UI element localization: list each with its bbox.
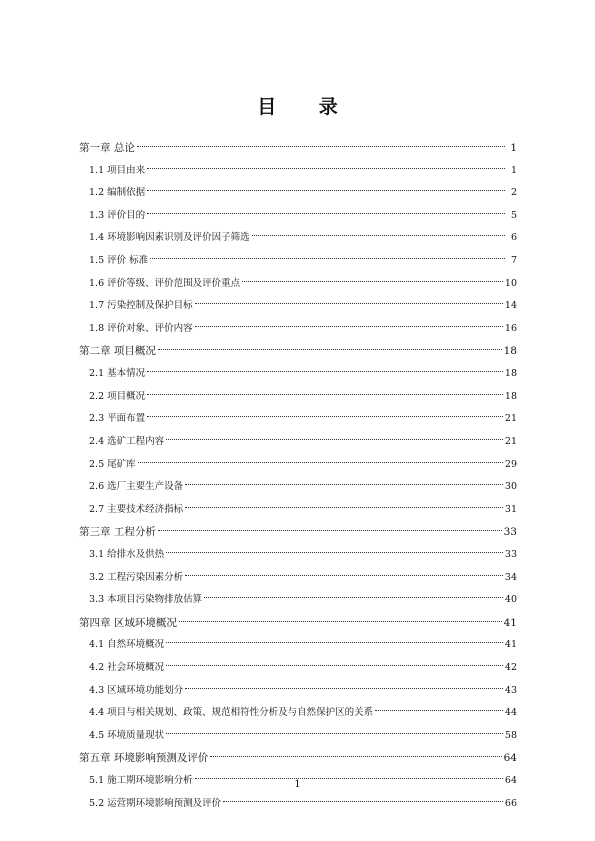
toc-entry-section[interactable] bbox=[79, 160, 517, 183]
toc-entry-section[interactable] bbox=[79, 386, 517, 409]
toc-entry-label: 4.5 环境质量现状 bbox=[89, 729, 165, 741]
dot-leader bbox=[150, 258, 505, 259]
table-of-contents bbox=[79, 137, 517, 815]
toc-entry-page: 33 bbox=[504, 548, 517, 560]
toc-entry-label: 3.2 工程污染因素分析 bbox=[89, 571, 184, 583]
toc-entry-section[interactable] bbox=[79, 363, 517, 386]
toc-entry-section[interactable] bbox=[79, 634, 517, 657]
toc-entry-page: 21 bbox=[504, 413, 517, 425]
toc-entry-chapter[interactable] bbox=[79, 137, 517, 160]
dot-leader bbox=[195, 326, 503, 327]
toc-entry-label: 2.5 尾矿库 bbox=[89, 458, 136, 470]
toc-entry-page: 31 bbox=[504, 503, 517, 515]
toc-entry-page: 42 bbox=[504, 662, 517, 674]
toc-entry-label: 第二章 项目概况 bbox=[79, 345, 156, 358]
toc-entry-label: 1.5 评价 标准 bbox=[89, 255, 149, 267]
toc-entry-label: 1.1 项目由来 bbox=[89, 164, 146, 176]
dot-leader bbox=[147, 190, 505, 191]
toc-entry-label: 4.3 区域环境功能划分 bbox=[89, 684, 184, 696]
toc-entry-page: 6 bbox=[510, 232, 517, 244]
dot-leader bbox=[179, 621, 502, 622]
dot-leader bbox=[158, 349, 502, 350]
dot-leader bbox=[138, 462, 503, 463]
toc-entry-section[interactable] bbox=[79, 408, 517, 431]
toc-entry-section[interactable] bbox=[79, 657, 517, 680]
toc-entry-label: 4.1 自然环境概况 bbox=[89, 639, 165, 651]
toc-entry-section[interactable] bbox=[79, 295, 517, 318]
dot-leader bbox=[147, 371, 503, 372]
toc-entry-chapter[interactable] bbox=[79, 747, 517, 770]
toc-entry-section[interactable] bbox=[79, 250, 517, 273]
toc-entry-label: 1.2 编制依据 bbox=[89, 187, 146, 199]
toc-entry-page: 64 bbox=[504, 775, 517, 787]
toc-entry-label: 1.3 评价目的 bbox=[89, 209, 146, 221]
toc-entry-label: 第五章 环境影响预测及评价 bbox=[79, 752, 209, 765]
toc-entry-page: 5 bbox=[510, 209, 517, 221]
toc-entry-page: 29 bbox=[504, 458, 517, 470]
toc-entry-page: 21 bbox=[504, 435, 517, 447]
dot-leader bbox=[185, 484, 503, 485]
toc-entry-label: 5.2 运营期环境影响预测及评价 bbox=[89, 797, 222, 809]
dot-leader bbox=[166, 665, 503, 666]
dot-leader bbox=[375, 710, 503, 711]
toc-entry-page: 18 bbox=[504, 390, 517, 402]
toc-entry-label: 第一章 总论 bbox=[79, 142, 135, 154]
dot-leader bbox=[185, 575, 503, 576]
toc-entry-page: 64 bbox=[503, 752, 517, 765]
toc-entry-label: 2.3 平面布置 bbox=[89, 413, 146, 425]
toc-entry-section[interactable] bbox=[79, 182, 517, 205]
dot-leader bbox=[185, 507, 503, 508]
dot-leader bbox=[242, 281, 503, 282]
page-title: 目 录 bbox=[257, 96, 356, 118]
toc-entry-label: 第四章 区域环境概况 bbox=[79, 616, 177, 629]
dot-leader bbox=[185, 688, 503, 689]
toc-entry-label: 2.4 选矿工程内容 bbox=[89, 435, 165, 447]
dot-leader bbox=[147, 213, 505, 214]
dot-leader bbox=[147, 168, 505, 169]
toc-entry-section[interactable] bbox=[79, 793, 517, 816]
toc-entry-chapter[interactable] bbox=[79, 612, 517, 635]
toc-entry-section[interactable] bbox=[79, 205, 517, 228]
page-number: 1 bbox=[294, 779, 301, 790]
dot-leader bbox=[166, 552, 503, 553]
toc-entry-label: 2.7 主要技术经济指标 bbox=[89, 503, 184, 515]
toc-entry-section[interactable] bbox=[79, 227, 517, 250]
toc-entry-section[interactable] bbox=[79, 725, 517, 748]
toc-entry-section[interactable] bbox=[79, 476, 517, 499]
toc-entry-page: 40 bbox=[504, 594, 517, 606]
toc-entry-section[interactable] bbox=[79, 499, 517, 522]
toc-entry-page: 58 bbox=[504, 729, 517, 741]
toc-entry-section[interactable] bbox=[79, 589, 517, 612]
toc-entry-label: 2.6 选厂主要生产设备 bbox=[89, 481, 184, 493]
toc-entry-label: 1.4 环境影响因素识别及评价因子筛选 bbox=[89, 232, 250, 244]
toc-entry-chapter[interactable] bbox=[79, 521, 517, 544]
toc-entry-label: 2.2 项目概况 bbox=[89, 390, 146, 402]
toc-entry-label: 1.7 污染控制及保护目标 bbox=[89, 300, 193, 312]
toc-entry-section[interactable] bbox=[79, 544, 517, 567]
toc-entry-page: 34 bbox=[504, 571, 517, 583]
dot-leader bbox=[166, 439, 503, 440]
toc-entry-page: 66 bbox=[504, 797, 517, 809]
dot-leader bbox=[223, 801, 503, 802]
dot-leader bbox=[166, 642, 503, 643]
toc-entry-page: 1 bbox=[510, 164, 517, 176]
dot-leader bbox=[252, 235, 505, 236]
toc-entry-label: 4.2 社会环境概况 bbox=[89, 662, 165, 674]
dot-leader bbox=[147, 394, 503, 395]
toc-entry-section[interactable] bbox=[79, 567, 517, 590]
toc-entry-section[interactable] bbox=[79, 318, 517, 341]
toc-entry-section[interactable] bbox=[79, 431, 517, 454]
toc-entry-page: 44 bbox=[504, 707, 517, 719]
toc-entry-section[interactable] bbox=[79, 273, 517, 296]
dot-leader bbox=[204, 597, 503, 598]
toc-entry-label: 第三章 工程分析 bbox=[79, 526, 156, 539]
toc-entry-page: 41 bbox=[504, 639, 517, 651]
toc-entry-page: 7 bbox=[510, 255, 517, 267]
toc-entry-chapter[interactable] bbox=[79, 340, 517, 363]
toc-entry-label: 5.1 施工期环境影响分析 bbox=[89, 775, 193, 787]
dot-leader bbox=[210, 756, 501, 757]
toc-entry-label: 3.3 本项目污染物排放估算 bbox=[89, 594, 203, 606]
toc-entry-page: 16 bbox=[504, 322, 517, 334]
toc-entry-page: 41 bbox=[503, 616, 517, 629]
toc-entry-page: 33 bbox=[503, 526, 517, 539]
toc-entry-label: 4.4 项目与相关规划、政策、规范相符性分析及与自然保护区的关系 bbox=[89, 707, 374, 719]
toc-entry-label: 2.1 基本情况 bbox=[89, 368, 146, 380]
toc-entry-page: 43 bbox=[504, 684, 517, 696]
toc-entry-page: 2 bbox=[510, 187, 517, 199]
toc-entry-label: 1.6 评价等级、评价范围及评价重点 bbox=[89, 277, 241, 289]
toc-entry-page: 14 bbox=[504, 300, 517, 312]
dot-leader bbox=[137, 146, 505, 147]
dot-leader bbox=[158, 530, 502, 531]
toc-entry-section[interactable] bbox=[79, 680, 517, 703]
toc-entry-page: 18 bbox=[503, 345, 517, 358]
toc-entry-page: 1 bbox=[510, 142, 517, 154]
toc-entry-label: 1.8 评价对象、评价内容 bbox=[89, 322, 193, 334]
toc-entry-label: 3.1 给排水及供热 bbox=[89, 548, 165, 560]
toc-entry-page: 30 bbox=[504, 481, 517, 493]
toc-entry-page: 18 bbox=[504, 368, 517, 380]
dot-leader bbox=[166, 733, 503, 734]
toc-entry-page: 10 bbox=[504, 277, 517, 289]
toc-entry-section[interactable] bbox=[79, 702, 517, 725]
dot-leader bbox=[147, 416, 503, 417]
dot-leader bbox=[195, 303, 503, 304]
toc-entry-section[interactable] bbox=[79, 454, 517, 477]
